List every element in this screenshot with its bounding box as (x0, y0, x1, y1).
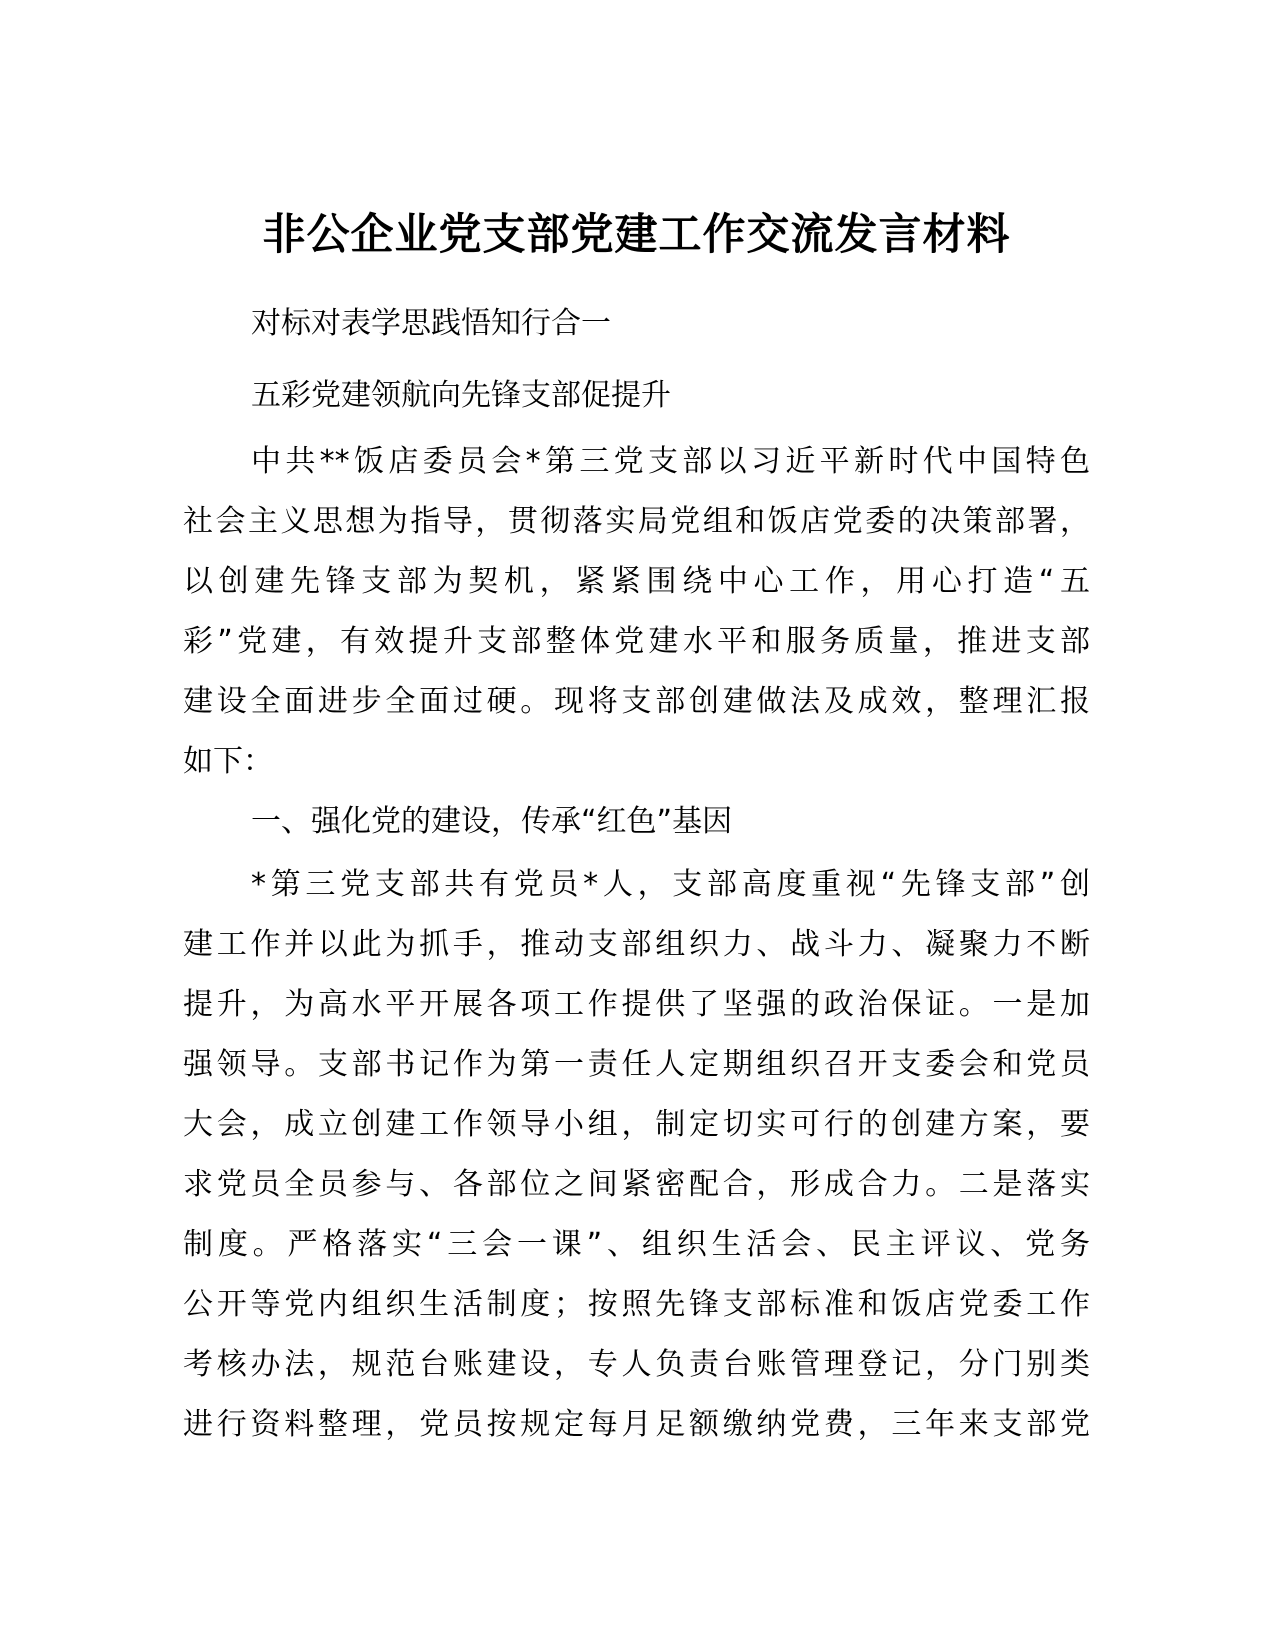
body-line: 建设全面进步全面过硬。现将支部创建做法及成效，整理汇报 (183, 684, 1090, 719)
body-line: 提升，为高水平开展各项工作提供了坚强的政治保证。一是加 (183, 987, 1090, 1022)
body-line: 社会主义思想为指导，贯彻落实局党组和饭店党委的决策部署， (183, 504, 1090, 539)
body-line: *第三党支部共有党员*人，支部高度重视“先锋支部”创 (251, 867, 1090, 902)
body-line: 公开等党内组织生活制度；按照先锋支部标准和饭店党委工作 (183, 1287, 1090, 1322)
paragraph-1 (183, 432, 1090, 792)
body-line: 求党员全员参与、各部位之间紧密配合，形成合力。二是落实 (183, 1167, 1090, 1202)
body-line: 建工作并以此为抓手，推动支部组织力、战斗力、凝聚力不断 (183, 927, 1090, 962)
body-line: 以创建先锋支部为契机，紧紧围绕中心工作，用心打造“五 (183, 564, 1090, 599)
body-line: 考核办法，规范台账建设，专人负责台账管理登记，分门别类 (183, 1347, 1090, 1382)
body-line: 大会，成立创建工作领导小组，制定切实可行的创建方案，要 (183, 1107, 1090, 1142)
subtitle-line-1: 对标对表学思践悟知行合一 (251, 306, 611, 341)
body-line: 彩”党建，有效提升支部整体党建水平和服务质量，推进支部 (183, 624, 1090, 659)
subtitle-line-2: 五彩党建领航向先锋支部促提升 (251, 378, 671, 413)
body-line: 如下： (183, 744, 273, 779)
body-line: 制度。严格落实“三会一课”、组织生活会、民主评议、党务 (183, 1227, 1090, 1262)
doc-title: 非公企业党支部党建工作交流发言材料 (262, 210, 1011, 260)
body-line: 进行资料整理，党员按规定每月足额缴纳党费，三年来支部党 (183, 1407, 1090, 1442)
body-line: 中共**饭店委员会*第三党支部以习近平新时代中国特色 (251, 444, 1090, 479)
section-heading: 一、强化党的建设，传承“红色”基因 (251, 804, 733, 839)
paragraph-2 (183, 855, 1090, 1455)
body-line: 强领导。支部书记作为第一责任人定期组织召开支委会和党员 (183, 1047, 1090, 1082)
